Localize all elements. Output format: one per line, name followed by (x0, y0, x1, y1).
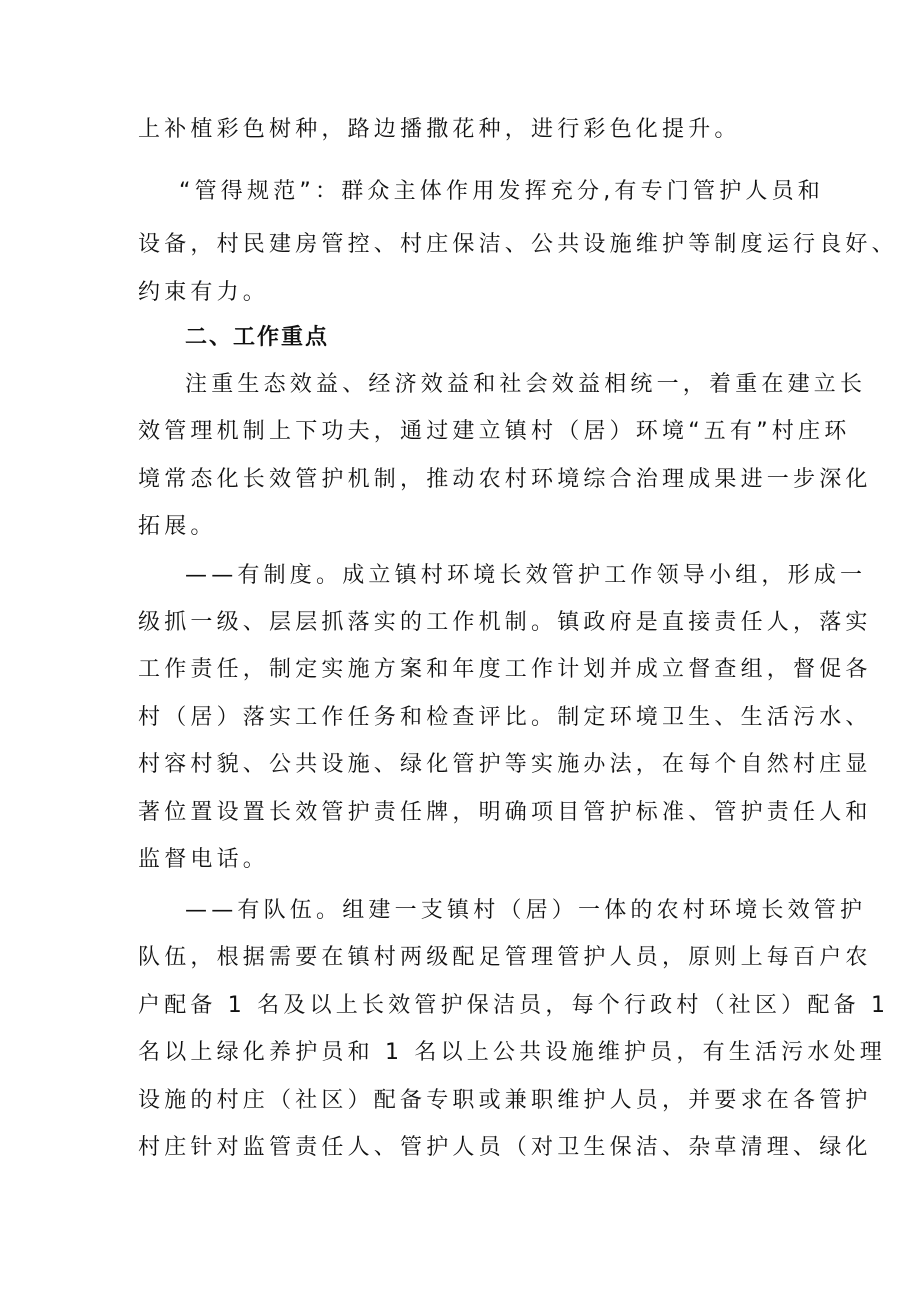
text-line-15: 著位置设置长效管护责任牌，明确项目管护标准、管护责任人和 (138, 800, 872, 825)
text-line-20: 名以上绿化养护员和 1 名以上公共设施维护员，有生活污水处理 (138, 1040, 886, 1065)
text-line-3: 设备，村民建房管控、村庄保洁、公共设施维护等制度运行良好、 (138, 232, 898, 257)
text-line-9: 拓展。 (138, 514, 217, 539)
text-line-18: 队伍，根据需要在镇村两级配足管理管护人员，原则上每百户农 (138, 945, 872, 970)
text-line-16: 监督电话。 (138, 847, 270, 872)
text-line-12: 工作责任，制定实施方案和年度工作计划并成立督查组，督促各 (138, 657, 872, 682)
text-line-19: 户配备 1 名及以上长效管护保洁员，每个行政村（社区）配备 1 (138, 993, 890, 1018)
text-line-1: 上补植彩色树种，路边播撒花种，进行彩色化提升。 (138, 117, 741, 142)
text-line-10: ——有制度。成立镇村环境长效管护工作领导小组，形成一 (185, 563, 867, 588)
text-line-11: 级抓一级、层层抓落实的工作机制。镇政府是直接责任人，落实 (138, 610, 872, 635)
text-line-17: ——有队伍。组建一支镇村（居）一体的农村环境长效管护 (185, 898, 867, 923)
text-line-2: “管得规范”：群众主体作用发挥充分,有专门管护人员和 (179, 179, 824, 204)
text-line-6: 注重生态效益、经济效益和社会效益相统一，着重在建立长 (185, 372, 867, 397)
text-line-7: 效管理机制上下功夫，通过建立镇村（居）环境“五有”村庄环 (138, 419, 851, 444)
text-line-22: 村庄针对监管责任人、管护人员（对卫生保洁、杂草清理、绿化 (138, 1135, 872, 1160)
text-line-21: 设施的村庄（社区）配备专职或兼职维护人员，并要求在各管护 (138, 1088, 872, 1113)
text-line-13: 村（居）落实工作任务和检查评比。制定环境卫生、生活污水、 (138, 705, 872, 730)
text-line-14: 村容村貌、公共设施、绿化管护等实施办法，在每个自然村庄显 (138, 752, 872, 777)
text-line-8: 境常态化长效管护机制，推动农村环境综合治理成果进一步深化 (138, 467, 872, 492)
section-heading: 二、工作重点 (185, 325, 330, 350)
text-line-4: 约束有力。 (138, 280, 270, 305)
